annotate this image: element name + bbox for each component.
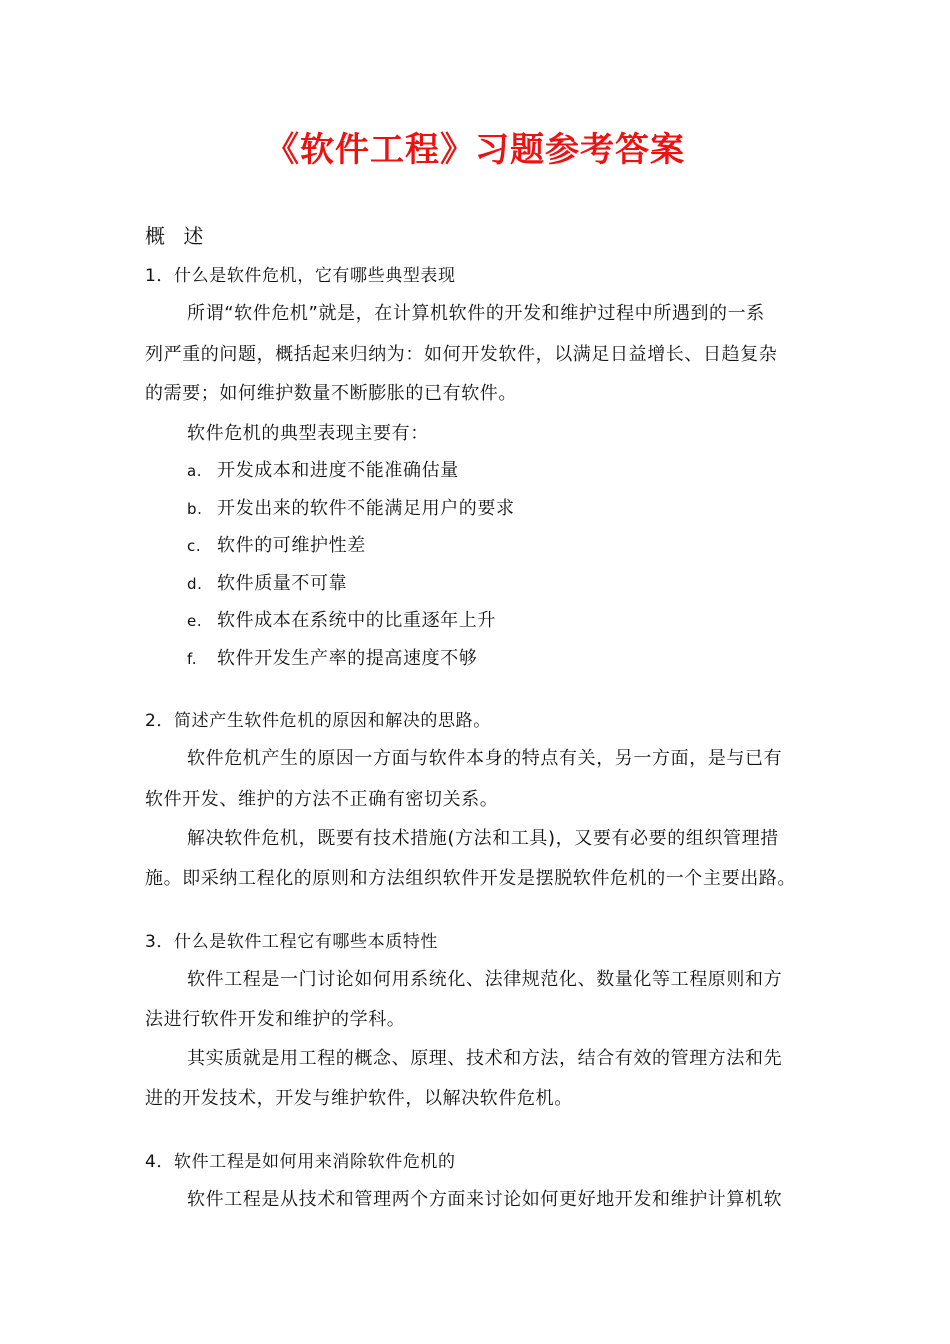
q2-paragraph-2-line-1: 解决软件危机，既要有技术措施(方法和工具)，又要有必要的组织管理措 (187, 828, 779, 849)
list-item (187, 495, 809, 523)
list-item-text: 开发出来的软件不能满足用户的要求 (217, 498, 515, 519)
q1-paragraph-1-line-1: 所谓“软件危机”就是，在计算机软件的开发和维护过程中所遇到的一系 (187, 303, 765, 324)
list-item-text: 软件的可维护性差 (217, 535, 366, 556)
list-item (187, 645, 809, 673)
q3-paragraph-1-line-2: 法进行软件开发和维护的学科。 (145, 1009, 406, 1030)
document-title: 《软件工程》习题参考答案 (265, 130, 685, 170)
list-item-label: c. (187, 537, 202, 555)
q1-paragraph-2: 软件危机的典型表现主要有： (187, 423, 429, 444)
list-item-label: a. (187, 462, 203, 480)
q4-paragraph-1-line-1: 软件工程是从技术和管理两个方面来讨论如何更好地开发和维护计算机软 (187, 1189, 783, 1210)
q2-paragraph-1-line-1: 软件危机产生的原因一方面与软件本身的特点有关，另一方面，是与已有 (187, 748, 783, 769)
list-item (187, 457, 809, 485)
question-1-heading: 1．什么是软件危机，它有哪些典型表现 (145, 266, 456, 286)
section-heading: 概 述 (145, 224, 210, 248)
q1-paragraph-1-line-2: 列严重的问题，概括起来归纳为：如何开发软件，以满足日益增长、日趋复杂 (145, 344, 778, 365)
list-item-label: b. (187, 500, 203, 518)
question-4-heading: 4．软件工程是如何用来消除软件危机的 (145, 1152, 456, 1172)
list-item (187, 570, 809, 598)
q3-paragraph-2-line-1: 其实质就是用工程的概念、原理、技术和方法，结合有效的管理方法和先 (187, 1048, 783, 1069)
list-item-text: 开发成本和进度不能准确估量 (217, 460, 459, 481)
list-item-text: 软件开发生产率的提高速度不够 (217, 648, 478, 669)
q3-paragraph-2-line-2: 进的开发技术，开发与维护软件，以解决软件危机。 (145, 1088, 573, 1109)
list-item-text: 软件成本在系统中的比重逐年上升 (217, 610, 496, 631)
question-2-heading: 2．简述产生软件危机的原因和解决的思路。 (145, 711, 491, 731)
list-item (187, 532, 809, 560)
list-item-label: f. (187, 650, 198, 668)
list-item (187, 607, 809, 635)
list-item-label: d. (187, 575, 203, 593)
q2-paragraph-1-line-2: 软件开发、维护的方法不正确有密切关系。 (145, 789, 499, 810)
q2-paragraph-2-line-2: 施。即采纳工程化的原则和方法组织软件开发是摆脱软件危机的一个主要出路。 (145, 868, 796, 889)
question-3-heading: 3．什么是软件工程它有哪些本质特性 (145, 932, 439, 952)
q3-paragraph-1-line-1: 软件工程是一门讨论如何用系统化、法律规范化、数量化等工程原则和方 (187, 969, 783, 990)
list-item-text: 软件质量不可靠 (217, 573, 348, 594)
q1-paragraph-1-line-3: 的需要；如何维护数量不断膨胀的已有软件。 (145, 383, 517, 404)
list-item-label: e. (187, 612, 203, 630)
